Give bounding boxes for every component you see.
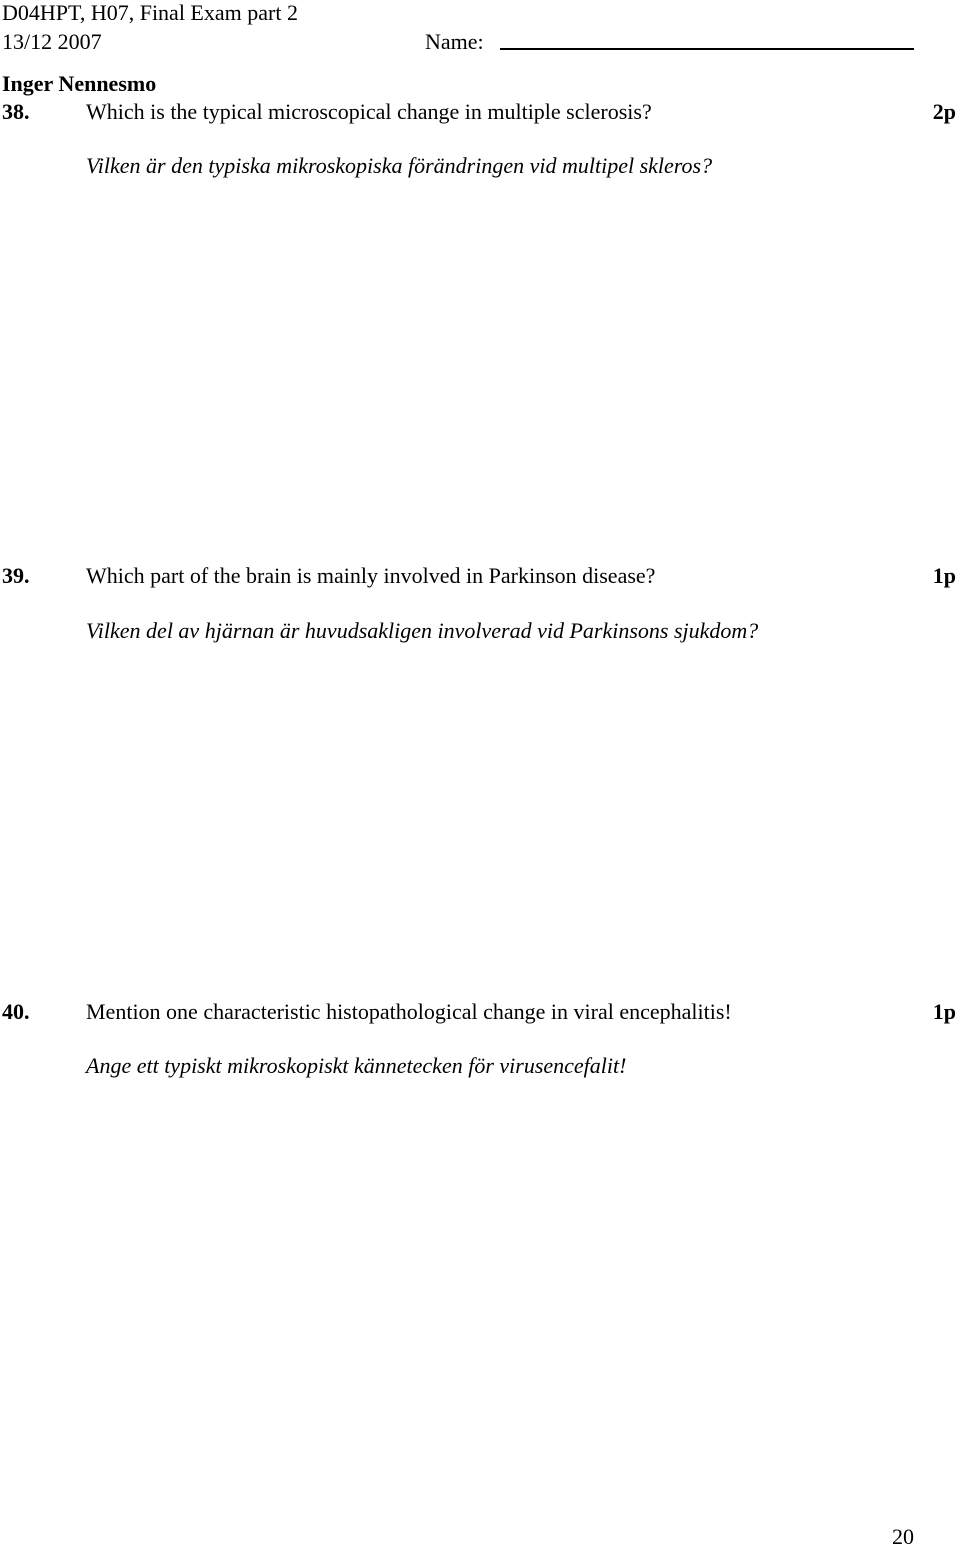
question-text-english: Which is the typical microscopical change in multiple sclerosis? [86, 99, 652, 124]
question-points: 1p [932, 999, 956, 1024]
page-number: 20 [892, 1524, 914, 1549]
question-text-swedish: Vilken del av hjärnan är huvudsakligen involverad vid Parkinsons sjukdom? [86, 618, 759, 643]
question-number: 38. [2, 99, 30, 124]
exam-date: 13/12 2007 [2, 29, 102, 54]
question-text-english: Mention one characteristic histopathological change in viral encephalitis! [86, 999, 732, 1024]
name-field[interactable] [500, 48, 914, 50]
question-text-english: Which part of the brain is mainly involved in Parkinson disease? [86, 563, 656, 588]
question-points: 2p [932, 99, 956, 124]
question-text-swedish: Ange ett typiskt mikroskopiskt kännetecken för virusencefalit! [86, 1053, 627, 1078]
course-title: D04HPT, H07, Final Exam part 2 [2, 0, 298, 25]
question-text-swedish: Vilken är den typiska mikroskopiska förändringen vid multipel skleros? [86, 153, 713, 178]
question-number: 40. [2, 999, 30, 1024]
answer-area[interactable] [86, 190, 926, 550]
question-points: 1p [932, 563, 956, 588]
answer-area[interactable] [86, 1090, 926, 1490]
name-label: Name: [425, 29, 484, 54]
answer-area[interactable] [86, 656, 926, 986]
author-name: Inger Nennesmo [2, 71, 157, 96]
question-number: 39. [2, 563, 30, 588]
